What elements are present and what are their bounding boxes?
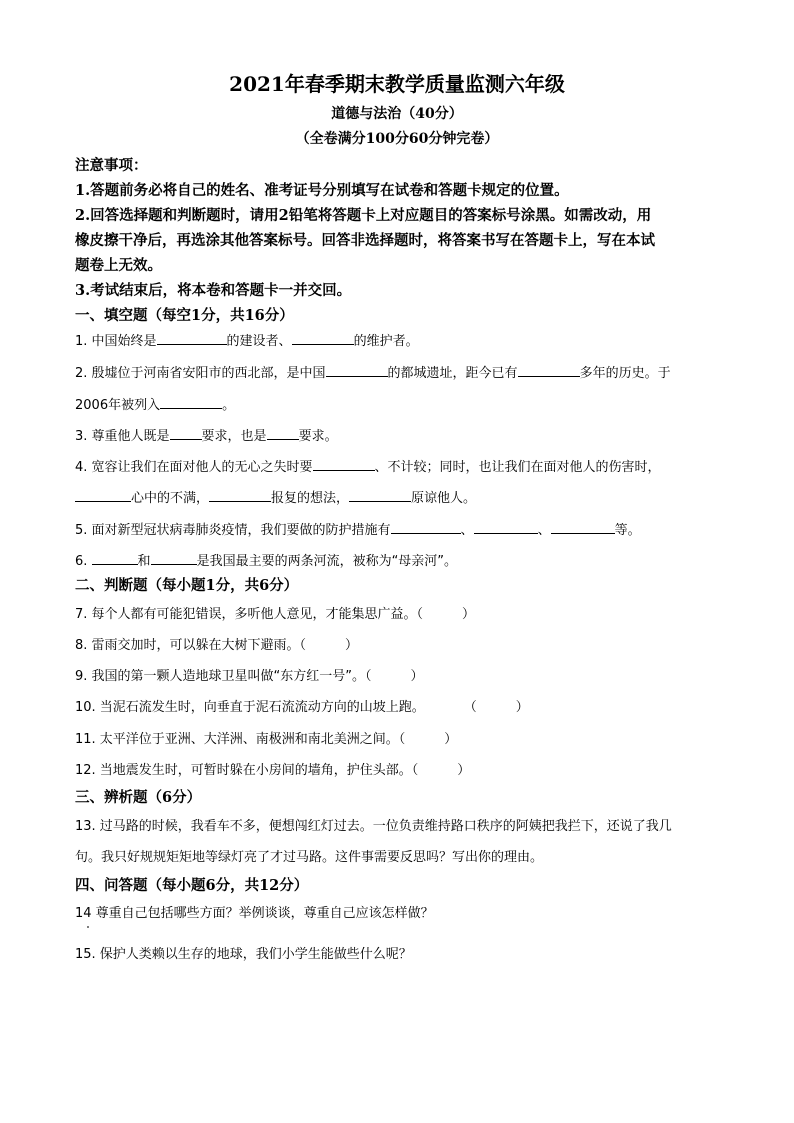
question-text: 多年的历史。于 [579, 366, 671, 381]
question-text: 2. 殷墟位于河南省安阳市的西北部，是中国 [75, 366, 326, 381]
question-11: 11. 太平洋位于亚洲、大洋洲、南极洲和南北美洲之间。（ ） [75, 732, 458, 747]
answer-blank[interactable] [267, 425, 299, 440]
answer-blank[interactable] [92, 550, 138, 565]
question-text: 6. [75, 554, 92, 569]
question-6 [75, 550, 725, 572]
answer-blank[interactable] [518, 362, 580, 377]
exam-title: 2021年春季期末教学质量监测六年级 [229, 72, 565, 96]
question-text: 3. 尊重他人既是 [75, 429, 170, 444]
notice-heading: 注意事项： [75, 157, 148, 174]
question-text: 原谅他人。 [411, 491, 477, 506]
question-text: 和 [137, 554, 151, 569]
question-text: 心中的不满， [131, 491, 210, 506]
question-1 [75, 330, 725, 352]
question-14: 14 尊重自己包括哪些方面？举例谈谈，尊重自己应该怎样做？ [75, 906, 434, 921]
answer-blank[interactable] [313, 456, 375, 471]
question-text: 2006年被列入 [75, 398, 161, 413]
stray-mark [87, 926, 89, 928]
question-text: 的维护者。 [353, 334, 419, 349]
answer-blank[interactable] [75, 487, 131, 502]
question-5 [75, 519, 725, 541]
answer-blank[interactable] [326, 362, 388, 377]
question-text: 1. 中国始终是 [75, 334, 157, 349]
question-text: 的建设者、 [226, 334, 292, 349]
question-text: 。 [222, 398, 236, 413]
notice-item-2-line-3: 题卷上无效。 [75, 257, 162, 274]
question-text: 、 [537, 523, 551, 538]
answer-blank[interactable] [160, 394, 222, 409]
question-text: 等。 [614, 523, 641, 538]
answer-blank[interactable] [209, 487, 271, 502]
answer-blank[interactable] [151, 550, 197, 565]
question-text: 是我国最主要的两条河流，被称为“母亲河”。 [196, 554, 458, 569]
question-text: 要求，也是 [201, 429, 267, 444]
answer-blank[interactable] [474, 519, 538, 534]
question-9: 9. 我国的第一颗人造地球卫星叫做“东方红一号”。（ ） [75, 669, 424, 684]
question-13-line-1: 13. 过马路的时候，我看车不多，便想闯红灯过去。一位负责维持路口秩序的阿姨把我拦下，还说了我几 [75, 819, 672, 834]
section-3-heading: 三、辨析题（6分） [75, 789, 202, 806]
question-3 [75, 425, 725, 447]
answer-blank[interactable] [551, 519, 615, 534]
question-15: 15. 保护人类赖以生存的地球，我们小学生能做些什么呢？ [75, 947, 412, 962]
question-4-line-1 [75, 456, 725, 478]
notice-item-2-line-1: 2.回答选择题和判断题时，请用2铅笔将答题卡上对应题目的答案标号涂黑。如需改动，用 [75, 207, 652, 224]
answer-blank[interactable] [157, 330, 227, 345]
section-2-heading: 二、判断题（每小题1分，共6分） [75, 577, 299, 594]
section-1-heading: 一、填空题（每空1分，共16分） [75, 307, 294, 324]
answer-blank[interactable] [349, 487, 411, 502]
question-10: 10. 当泥石流发生时，向垂直于泥石流流动方向的山坡上跑。 （ ） [75, 700, 529, 715]
question-text: 报复的想法， [271, 491, 350, 506]
section-4-heading: 四、问答题（每小题6分，共12分） [75, 877, 309, 894]
question-text: 要求。 [298, 429, 338, 444]
question-2-line-2 [75, 394, 725, 416]
answer-blank[interactable] [292, 330, 354, 345]
answer-blank[interactable] [170, 425, 202, 440]
question-text: 、不计较；同时，也让我们在面对他人的伤害时， [374, 460, 661, 475]
question-text: 、 [460, 523, 474, 538]
question-7: 7. 每个人都有可能犯错误，多听他人意见，才能集思广益。（ ） [75, 607, 476, 622]
question-text: 的都城遗址，距今已有 [387, 366, 518, 381]
question-4-line-2 [75, 487, 725, 509]
question-text: 5. 面对新型冠状病毒肺炎疫情，我们要做的防护措施有 [75, 523, 391, 538]
question-13-line-2: 句。我只好规规矩矩地等绿灯亮了才过马路。这件事需要反思吗？写出你的理由。 [75, 850, 544, 865]
question-8: 8. 雷雨交加时，可以躲在大树下避雨。（ ） [75, 638, 359, 653]
notice-item-1: 1.答题前务必将自己的姓名、准考证号分别填写在试卷和答题卡规定的位置。 [75, 182, 569, 199]
question-2-line-1 [75, 362, 725, 384]
notice-item-2-line-2: 橡皮擦干净后，再选涂其他答案标号。回答非选择题时，将答案书写在答题卡上，写在本试 [75, 232, 655, 249]
notice-item-3: 3.考试结束后，将本卷和答题卡一并交回。 [75, 282, 352, 299]
question-12: 12. 当地震发生时，可暂时躲在小房间的墙角，护住头部。（ ） [75, 763, 471, 778]
question-text: 4. 宽容让我们在面对他人的无心之失时要 [75, 460, 313, 475]
answer-blank[interactable] [391, 519, 461, 534]
exam-subject: 道德与法治（40分） [331, 106, 463, 122]
exam-score-note: （全卷满分100分60分钟完卷） [295, 131, 499, 147]
